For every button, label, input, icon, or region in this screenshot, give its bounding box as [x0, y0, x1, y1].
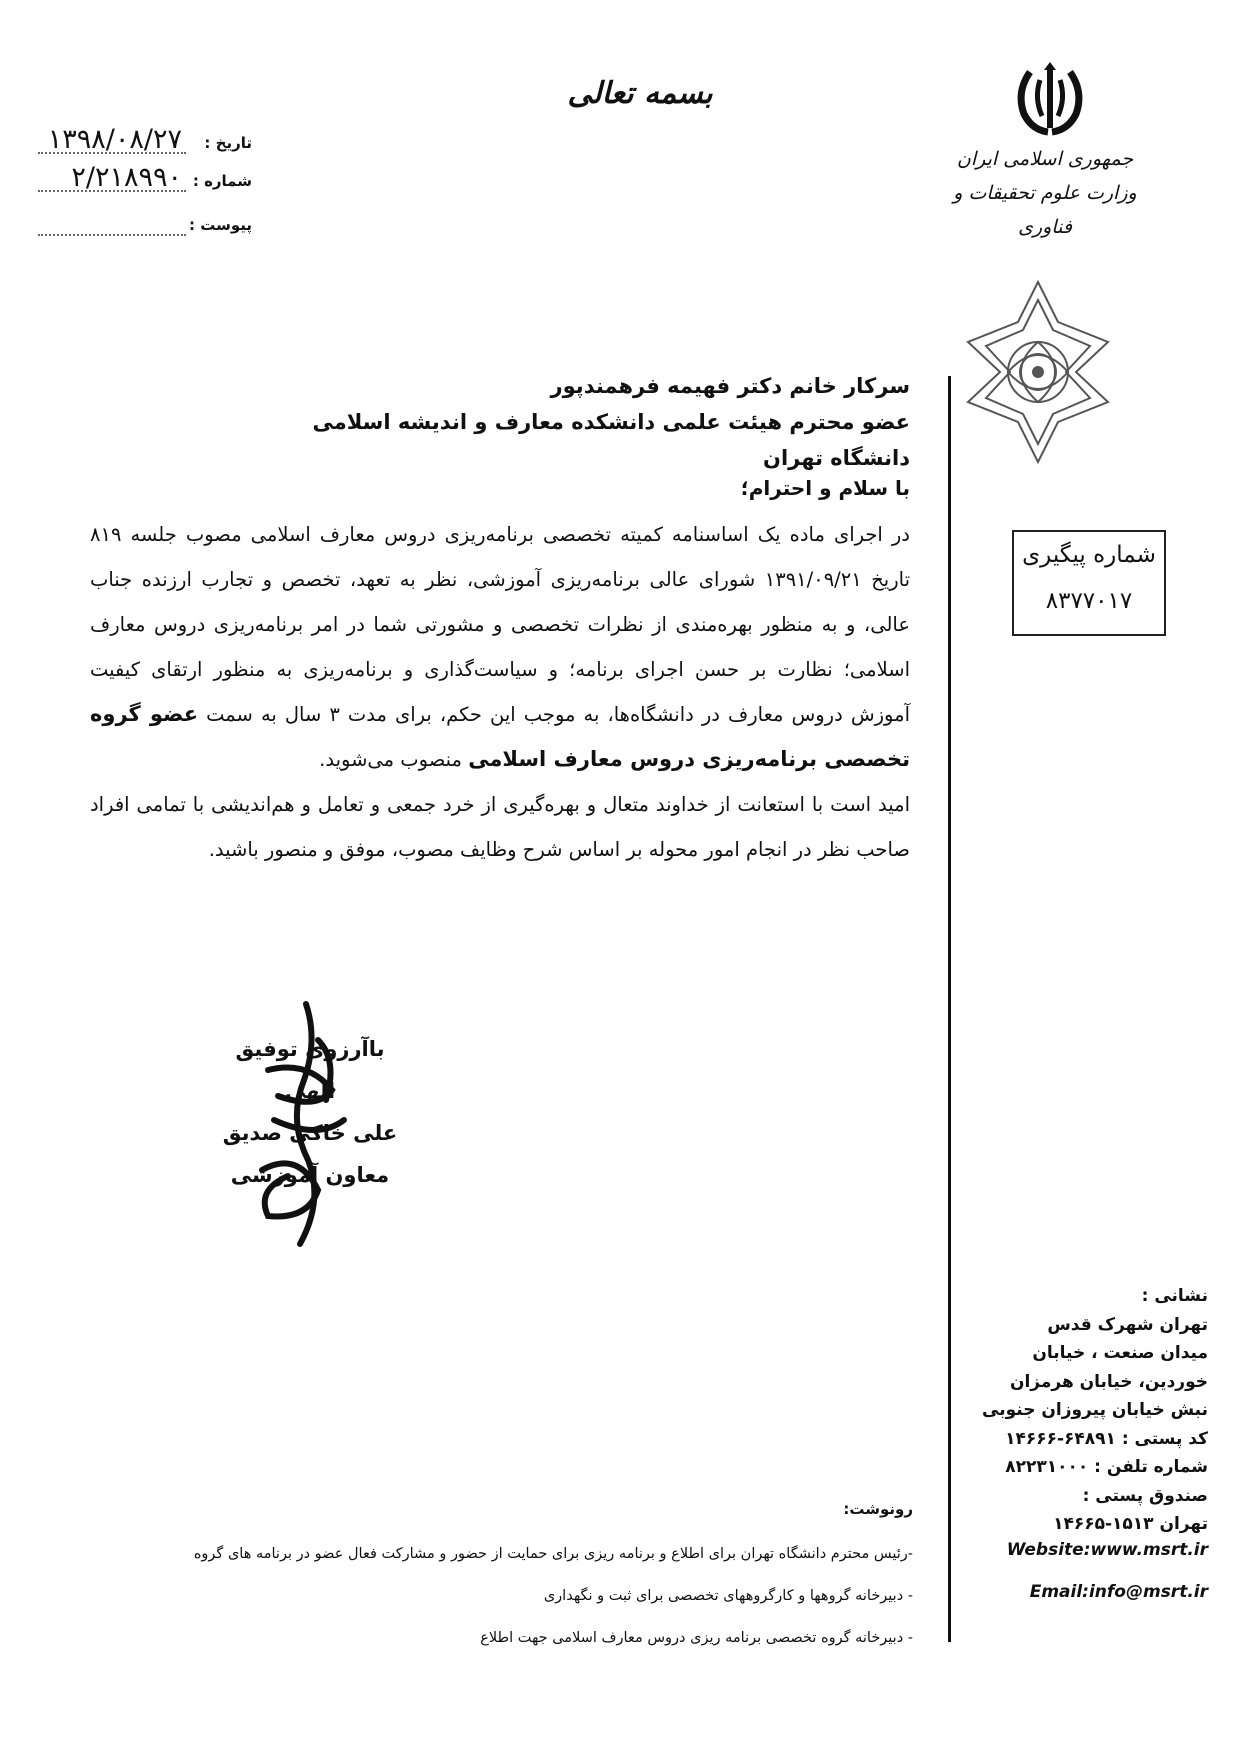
tracking-label: شماره پیگیری	[1022, 542, 1156, 568]
address-line: تهران شهرک قدس	[1047, 1314, 1208, 1335]
attachment-dotted-line	[38, 234, 186, 236]
email-link[interactable]: Email:info@msrt.ir	[1029, 1582, 1208, 1602]
copy-recipient-item: - دبیرخانه گروه تخصصی برنامه ریزی دروس معارف اسلامی جهت اطلاع	[480, 1630, 913, 1646]
number-value: ۲/۲۱۸۹۹۰	[71, 162, 182, 193]
appointment-position: عضو گروه تخصصی برنامه‌ریزی دروس معارف اسلامی	[90, 702, 910, 771]
tracking-value: ۸۳۷۷۰۱۷	[1045, 588, 1133, 614]
signatory-name: علی خاکی صدیق	[222, 1121, 398, 1145]
address-line: میدان صنعت ، خیابان	[1032, 1343, 1208, 1363]
number-label: شماره :	[192, 172, 252, 190]
recipient-block	[290, 368, 910, 476]
ministry-line1: جمهوری اسلامی ایران	[956, 148, 1134, 170]
ministry-line2: وزارت علوم تحقیقات و فناوری	[953, 182, 1137, 238]
paragraph-2: امید است با استعانت از خداوند متعال و بهره‌گیری از خرد جمعی و تعامل و هم‌اندیشی با تمامی افراد صاحب نظر در انجام امور محوله بر اساس شرح وظایف مصوب، موفق و منصور باشید.	[90, 793, 910, 861]
paragraph-1-end: منصوب می‌شوید.	[319, 748, 469, 771]
vertical-divider	[948, 376, 951, 1642]
salutation: با سلام و احترام؛	[740, 476, 910, 500]
postal-code: کد پستی : ۶۴۸۹۱-۱۴۶۶۶	[1005, 1428, 1208, 1449]
copy-recipient-item: -رئیس محترم دانشگاه تهران برای اطلاع و برنامه ریزی برای حمایت از حضور و مشارکت فعال عضو در برنامه های گروه	[193, 1546, 913, 1562]
address-label: نشانی :	[1141, 1286, 1208, 1306]
ornament-icon	[958, 278, 1118, 466]
po-box-value: تهران ۱۵۱۳-۱۴۶۶۵	[1053, 1514, 1208, 1534]
copies-title: رونوشت:	[843, 1500, 913, 1518]
iran-emblem-icon	[1010, 62, 1090, 138]
date-field	[30, 124, 252, 158]
address-line: نبش خیابان پیروزان جنوبی	[982, 1400, 1208, 1420]
tracking-number-box	[1012, 530, 1166, 636]
date-label: تاریخ :	[204, 134, 252, 152]
attachment-label: پیوست :	[188, 216, 252, 234]
signature-closing: باآرزوی توفیق الهی	[235, 1037, 385, 1103]
attachment-field	[30, 210, 252, 240]
invocation-heading: بسمه تعالی	[567, 76, 713, 111]
recipient-name: سرکار خانم دکتر فهیمه فرهمندپور	[550, 374, 910, 398]
phone-number: شماره تلفن : ۸۲۲۳۱۰۰۰	[1005, 1457, 1208, 1477]
letter-body	[90, 512, 910, 872]
address-line: خوردین، خیابان هرمزان	[1009, 1371, 1208, 1392]
address-block	[960, 1282, 1208, 1539]
paragraph-1	[90, 512, 910, 782]
signatory-position: معاون آموزشی	[230, 1163, 390, 1187]
number-field	[30, 162, 252, 196]
recipient-title: عضو محترم هیئت علمی دانشکده معارف و اندیشه اسلامی دانشگاه تهران	[312, 410, 910, 470]
ministry-name	[940, 142, 1150, 244]
signature-block	[210, 1028, 410, 1196]
date-value: ۱۳۹۸/۰۸/۲۷	[47, 124, 182, 155]
website-link[interactable]: Website:www.msrt.ir	[1006, 1540, 1208, 1560]
paragraph-1-start: در اجرای ماده یک اساسنامه کمیته تخصصی برنامه‌ریزی دروس معارف اسلامی مصوب جلسه ۸۱۹ تاریخ ۱۳۹۱/۰۹/۲۱ شورای عالی برنامه‌ریزی آموزشی، نظر به تعهد، تخصص و تجارب ارزنده جناب عالی، و به منظور بهره‌مندی از نظرات تخصصی و مشورتی شما در امر برنامه‌ریزی دروس معارف اسلامی؛ نظارت بر حسن اجرای برنامه؛ و سیاست‌گذاری و برنامه‌ریزی به منظور ارتقای کیفیت آموزش دروس معارف در دانشگاه‌ها، به موجب این حکم، برای مدت ۳ سال به سمت	[90, 523, 911, 726]
copy-recipient-item: - دبیرخانه گروهها و کارگروههای تخصصی برای ثبت و نگهداری	[543, 1588, 913, 1604]
po-box-label: صندوق پستی :	[1082, 1485, 1208, 1506]
